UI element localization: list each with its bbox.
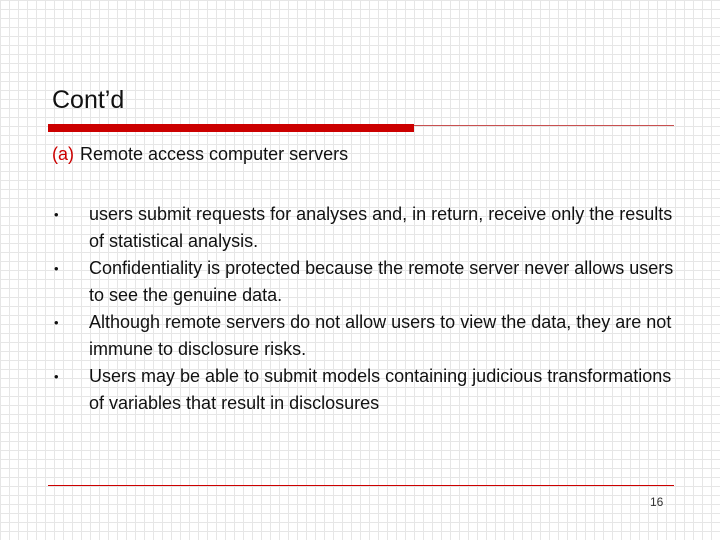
page-number: 16 — [650, 495, 664, 509]
bullet-text: Confidentiality is protected because the remote server never allows users to see the genuine data. — [89, 258, 674, 305]
section-heading-text: Remote access computer servers — [80, 144, 349, 164]
title-underline-thin — [414, 125, 674, 126]
list-item — [54, 363, 689, 417]
bullet-icon: • — [54, 315, 59, 330]
section-marker: (a) — [52, 144, 74, 164]
bullet-list — [54, 201, 689, 417]
list-item — [54, 255, 689, 309]
footer-divider — [48, 485, 674, 486]
bullet-text: Users may be able to submit models containing judicious transformations of variables that result in disclosures — [89, 366, 672, 413]
bullet-icon: • — [54, 261, 59, 276]
bullet-icon: • — [54, 207, 59, 222]
bullet-icon: • — [54, 369, 59, 384]
list-item — [54, 309, 689, 363]
list-item — [54, 201, 689, 255]
bullet-text: users submit requests for analyses and, in return, receive only the results of statistical analysis. — [89, 204, 673, 251]
section-heading — [52, 144, 348, 165]
title-underline-accent — [48, 124, 414, 132]
slide-title: Cont’d — [52, 86, 125, 114]
bullet-text: Although remote servers do not allow users to view the data, they are not immune to disclosure risks. — [89, 312, 672, 359]
